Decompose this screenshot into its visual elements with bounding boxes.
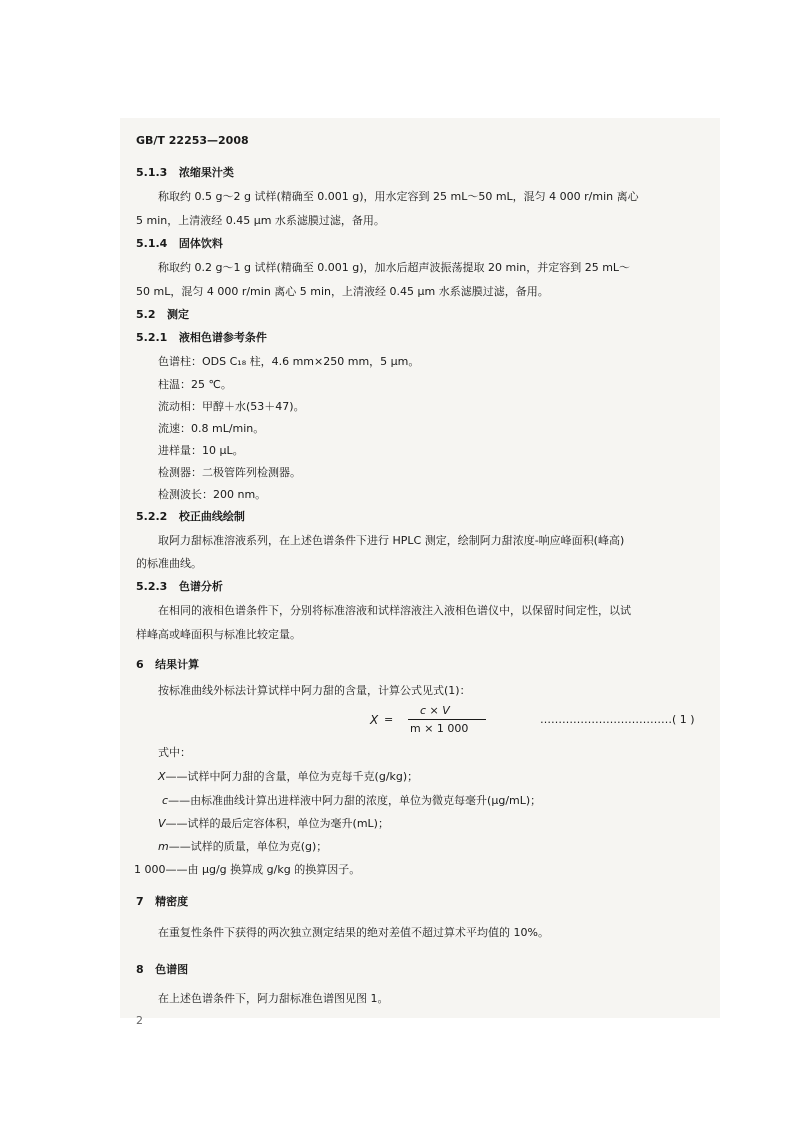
- equation-number: ( 1 ): [672, 713, 695, 726]
- section-5-2-2-heading: [136, 510, 245, 524]
- scanned-area: [120, 118, 720, 1018]
- condition-item: 流速：0.8 mL/min。: [158, 422, 265, 435]
- paragraph-line: 称取约 0.2 g～1 g 试样(精确至 0.001 g)，加水后超声波振荡提取 20 min，并定容到 25 mL～: [158, 261, 631, 274]
- condition-item: 流动相：甲醇＋水(53＋47)。: [158, 400, 305, 413]
- section-5-1-3-heading: [136, 166, 234, 180]
- condition-item: 检测器：二极管阵列检测器。: [158, 466, 301, 479]
- section-title: 校正曲线绘制: [178, 510, 245, 523]
- section-title: 色谱分析: [178, 580, 223, 593]
- paragraph-line: 在相同的液相色谱条件下，分别将标准溶液和试样溶液注入液相色谱仪中，以保留时间定性，以试: [158, 604, 631, 617]
- page-number: 2: [136, 1014, 143, 1027]
- section-number: 6: [136, 658, 144, 671]
- section-number: 5.1.3: [136, 166, 168, 179]
- section-8-heading: [136, 963, 188, 977]
- section-number: 5.2: [136, 308, 156, 321]
- section-number: 8: [136, 963, 144, 976]
- condition-item: 色谱柱：ODS C₁₈ 柱，4.6 mm×250 mm，5 μm。: [158, 355, 420, 368]
- definition-text: ——由 μg/g 换算成 g/kg 的换算因子。: [165, 863, 361, 876]
- condition-item: 进样量：10 μL。: [158, 444, 244, 457]
- section-title: 精密度: [155, 895, 189, 908]
- formula-numerator: c × V: [420, 704, 450, 717]
- paragraph-line: 在上述色谱条件下，阿力甜标准色谱图见图 1。: [158, 992, 389, 1005]
- definition-text: ——由标准曲线计算出进样液中阿力甜的浓度，单位为微克每毫升(μg/mL)；: [168, 794, 542, 807]
- paragraph-line: 的标准曲线。: [136, 557, 202, 570]
- definition-item: [158, 770, 418, 784]
- symbol: m: [158, 840, 169, 853]
- symbol: V: [158, 817, 166, 830]
- paragraph-line: 样峰高或峰面积与标准比较定量。: [136, 628, 301, 641]
- definition-text: ——试样的最后定容体积，单位为毫升(mL)；: [165, 817, 389, 830]
- section-title: 液相色谱参考条件: [178, 331, 267, 344]
- section-number: 5.2.3: [136, 580, 168, 593]
- paragraph-line: 称取约 0.5 g～2 g 试样(精确至 0.001 g)，用水定容到 25 mL～50 mL，混匀 4 000 r/min 离心: [158, 190, 639, 203]
- formula-intro: 按标准曲线外标法计算试样中阿力甜的含量，计算公式见式(1)：: [158, 684, 471, 697]
- section-7-heading: [136, 895, 188, 909]
- definition-item: [158, 817, 389, 831]
- section-title: 色谱图: [155, 963, 189, 976]
- section-number: 7: [136, 895, 144, 908]
- formula-lhs: X: [370, 713, 379, 727]
- standard-number: GB/T 22253—2008: [136, 134, 249, 147]
- definition-item: [134, 863, 360, 877]
- formula-equals: =: [384, 713, 394, 726]
- condition-item: 柱温：25 ℃。: [158, 378, 232, 391]
- section-title: 测定: [167, 308, 189, 321]
- paragraph-line: 5 min，上清液经 0.45 μm 水系滤膜过滤，备用。: [136, 214, 385, 227]
- fraction-bar: [408, 719, 486, 720]
- symbol: 1 000: [134, 863, 166, 876]
- section-5-2-1-heading: [136, 331, 267, 345]
- section-number: 5.2.2: [136, 510, 168, 523]
- condition-item: 检测波长：200 nm。: [158, 488, 267, 501]
- formula-denominator: m × 1 000: [410, 722, 469, 735]
- formula-leader-dots: ………………………………: [540, 713, 672, 726]
- section-number: 5.1.4: [136, 237, 168, 250]
- section-5-1-4-heading: [136, 237, 223, 251]
- section-5-2-heading: [136, 308, 189, 322]
- section-title: 结果计算: [155, 658, 200, 671]
- symbol: c: [162, 794, 169, 807]
- section-title: 固体饮料: [178, 237, 223, 250]
- section-5-2-3-heading: [136, 580, 223, 594]
- symbol: X: [158, 770, 166, 783]
- section-6-heading: [136, 658, 199, 672]
- definition-item: [158, 840, 327, 854]
- paragraph-line: 在重复性条件下获得的两次独立测定结果的绝对差值不超过算术平均值的 10%。: [158, 926, 549, 939]
- paragraph-line: 50 mL，混匀 4 000 r/min 离心 5 min，上清液经 0.45 μm 水系滤膜过滤，备用。: [136, 285, 549, 298]
- definition-item: [162, 794, 541, 808]
- paragraph-line: 取阿力甜标准溶液系列，在上述色谱条件下进行 HPLC 测定，绘制阿力甜浓度-响应峰面积(峰高): [158, 534, 625, 547]
- section-title: 浓缩果汁类: [178, 166, 234, 179]
- formula: [370, 704, 490, 736]
- definition-text: ——试样中阿力甜的含量，单位为克每千克(g/kg)；: [165, 770, 419, 783]
- section-number: 5.2.1: [136, 331, 168, 344]
- definition-text: ——试样的质量，单位为克(g)；: [168, 840, 328, 853]
- where-label: 式中：: [158, 746, 191, 759]
